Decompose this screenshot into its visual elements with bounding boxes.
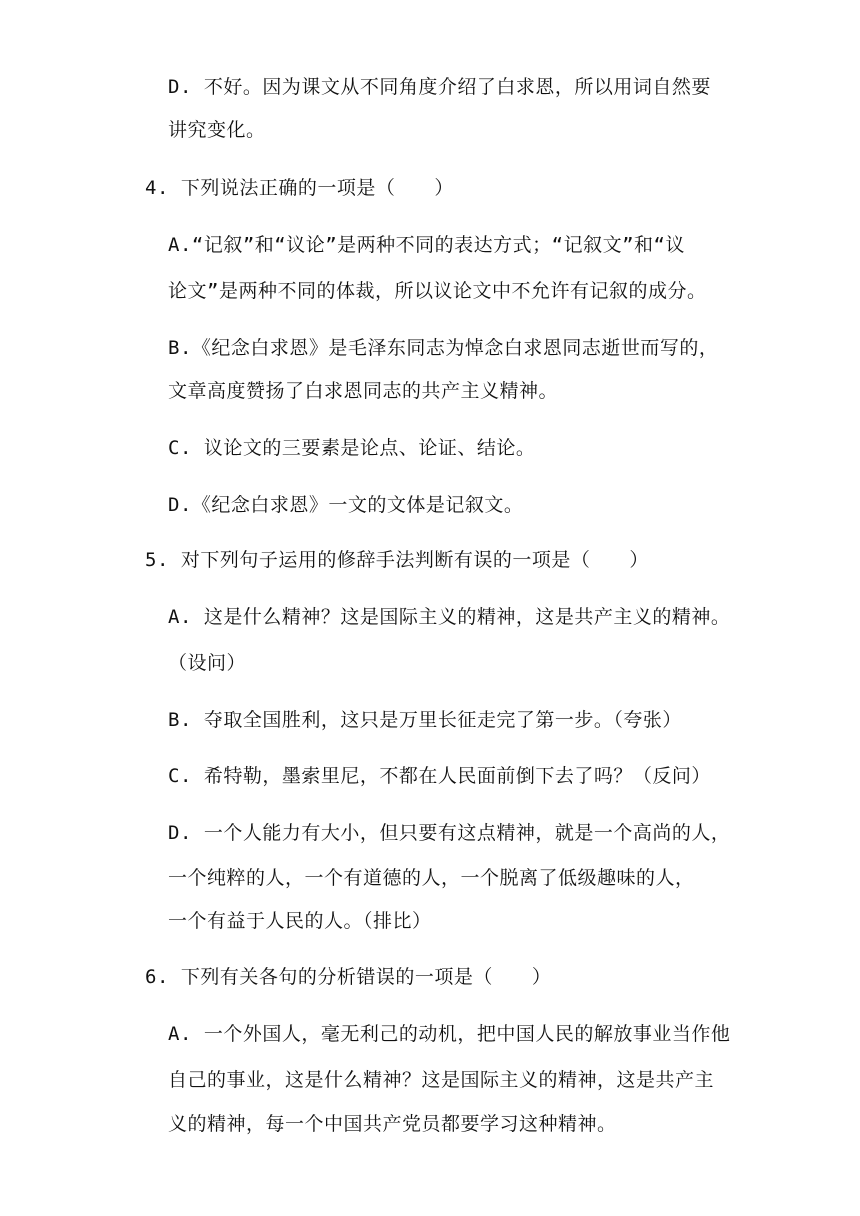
question-6-option-a-line-3: 义的精神，每一个中国共产党员都要学习这种精神。 [168,1113,617,1135]
question-4-option-d: D.《纪念白求恩》一文的文体是记叙文。 [168,494,524,516]
question-6-option-a-line-2: 自己的事业，这是什么精神？这是国际主义的精神，这是共产主 [168,1069,715,1091]
question-3-option-d-line-2: 讲究变化。 [168,119,266,141]
question-5-option-d-line-3: 一个有益于人民的人。（排比） [168,910,432,932]
question-4-stem: 4. 下列说法正确的一项是（ ） [145,177,454,199]
question-5-option-a-line-2: （设问） [168,652,247,674]
question-4-option-a-line-1: A.“记叙”和“议论”是两种不同的表达方式；“记叙文”和“议 [168,234,685,256]
question-4-option-b-line-2: 文章高度赞扬了白求恩同志的共产主义精神。 [168,380,559,402]
question-6-stem: 6. 下列有关各句的分析错误的一项是（ ） [145,966,552,988]
question-5-option-a-line-1: A. 这是什么精神？这是国际主义的精神，这是共产主义的精神。 [168,606,731,628]
question-4-option-c: C. 议论文的三要素是论点、论证、结论。 [168,437,536,459]
question-5-option-d-line-1: D. 一个人能力有大小，但只要有这点精神，就是一个高尚的人， [168,822,731,844]
question-6-option-a-line-1: A. 一个外国人，毫无利己的动机，把中国人民的解放事业当作他 [168,1023,731,1045]
question-4-option-b-line-1: B.《纪念白求恩》是毛泽东同志为悼念白求恩同志逝世而写的， [168,337,719,359]
question-5-option-d-line-2: 一个纯粹的人，一个有道德的人，一个脱离了低级趣味的人， [168,867,695,889]
question-5-option-c: C. 希特勒，墨索里尼，不都在人民面前倒下去了吗？（反问） [168,765,711,787]
question-3-option-d-line-1: D. 不好。因为课文从不同角度介绍了白求恩，所以用词自然要 [168,76,711,98]
question-5-option-b: B. 夺取全国胜利，这只是万里长征走完了第一步。（夸张） [168,709,682,731]
question-5-stem: 5. 对下列句子运用的修辞手法判断有误的一项是（ ） [145,549,649,571]
question-4-option-a-line-2: 论文”是两种不同的体裁，所以议论文中不允许有记叙的成分。 [168,280,707,302]
